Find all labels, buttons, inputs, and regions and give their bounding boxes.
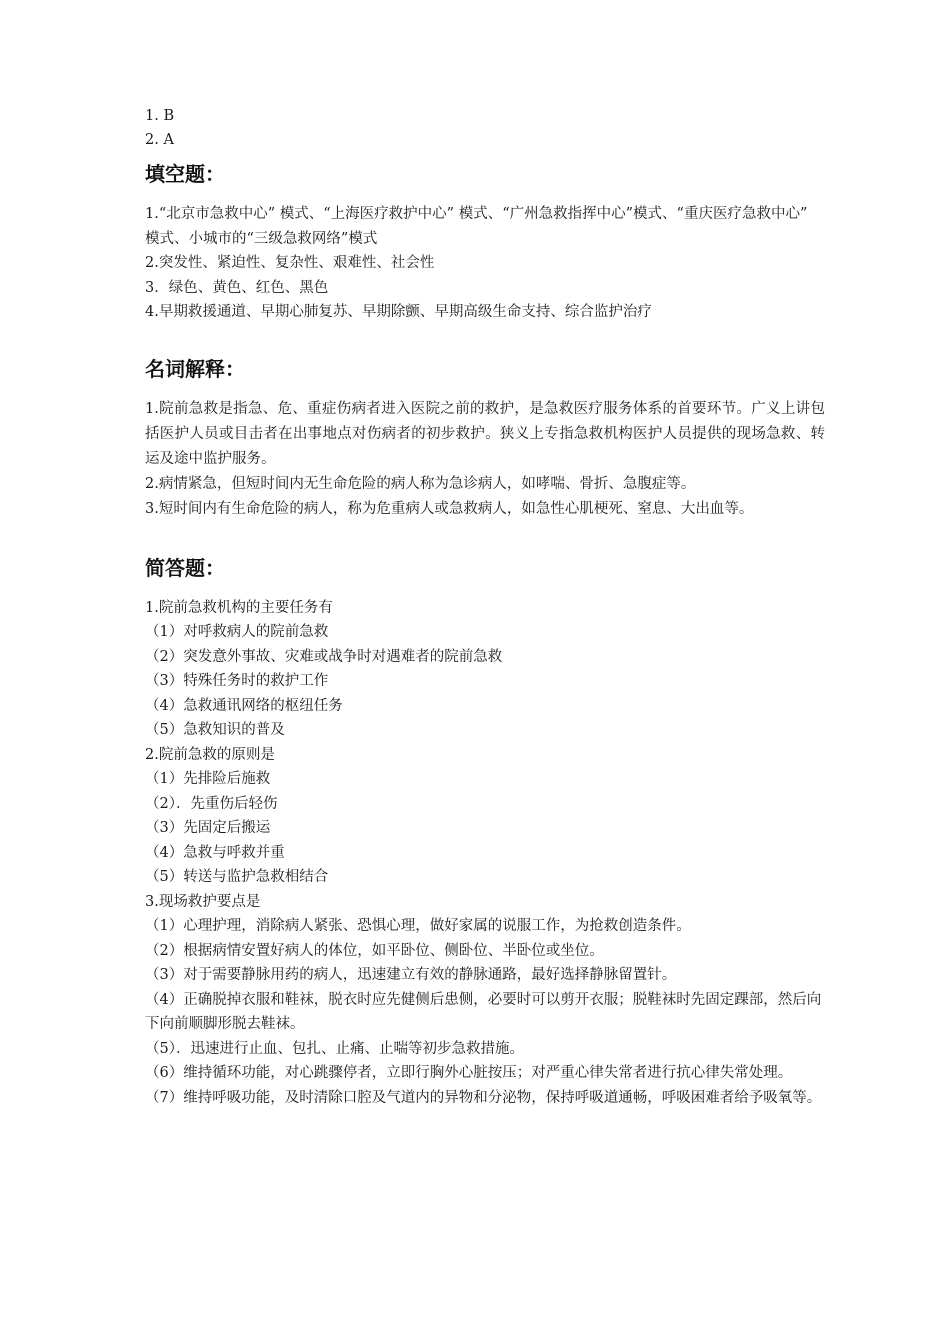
short-answer-item: 3.现场救护要点是: [145, 893, 261, 910]
short-answer-item: （3）先固定后搬运: [145, 820, 271, 836]
short-answer-item: （6）维持循环功能，对心跳骤停者，立即行胸外心脏按压；对严重心律失常者进行抗心律失常处理。: [145, 1065, 793, 1081]
short-answer-item: （1）对呼救病人的院前急救: [145, 624, 329, 640]
short-answer-item: （2）根据病情安置好病人的体位，如平卧位、侧卧位、半卧位或坐位。: [145, 942, 604, 959]
short-answer-item: （5）急救知识的普及: [145, 722, 285, 738]
short-answer-item: （4）正确脱掉衣服和鞋袜，脱衣时应先健侧后患侧，必要时可以剪开衣服；脱鞋袜时先固定踝部，然后向下向前顺脚形脱去鞋袜。: [145, 991, 822, 1032]
short-answer-heading: 简答题：: [145, 555, 225, 580]
short-answer-item: 1.院前急救机构的主要任务有: [145, 599, 333, 616]
short-answer-item: （4）急救通讯网络的枢纽任务: [145, 697, 343, 714]
fill-blank-item: 4.早期救援通道、早期心肺复苏、早期除颤、早期高级生命支持、综合监护治疗: [145, 304, 652, 320]
terms-heading: 名词解释：: [145, 356, 245, 381]
document-page: [145, 104, 825, 1110]
short-answer-item: （3）特殊任务时的救护工作: [145, 673, 329, 689]
short-answer-item: （1）心理护理，消除病人紧张、恐惧心理，做好家属的说服工作，为抢救创造条件。: [145, 918, 691, 934]
term-item: 2.病情紧急，但短时间内无生命危险的病人称为急诊病人，如哮喘、骨折、急腹症等。: [145, 475, 696, 492]
short-answer-item: （4）急救与呼救并重: [145, 844, 285, 861]
choice-answer-2: 2. A: [145, 132, 174, 148]
term-item: 3.短时间内有生命危险的病人，称为危重病人或急救病人，如急性心肌梗死、窒息、大出血等。: [145, 500, 754, 517]
fill-blank-item: 2.突发性、紧迫性、复杂性、艰难性、社会性: [145, 255, 435, 271]
short-answer-item: （3）对于需要静脉用药的病人，迅速建立有效的静脉通路，最好选择静脉留置针。: [145, 967, 677, 983]
short-answer-item: 2.院前急救的原则是: [145, 746, 275, 763]
fill-blank-item: 1.“北京市急救中心” 模式、“上海医疗救护中心” 模式、“广州急救指挥中心”模式、“重庆医疗急救中心” 模式、小城市的“三级急救网络”模式: [145, 206, 812, 247]
fill-blank-heading: 填空题：: [145, 162, 225, 186]
short-answer-item: （7）维持呼吸功能，及时清除口腔及气道内的异物和分泌物，保持呼吸道通畅，呼吸困难者给予吸氧等。: [145, 1089, 822, 1106]
short-answer-item: （5）转送与监护急救相结合: [145, 869, 329, 885]
choice-answer-1: 1. B: [145, 108, 175, 124]
short-answer-item: （5）．迅速进行止血、包扎、止痛、止喘等初步急救措施。: [145, 1040, 524, 1057]
fill-blank-item: 3．绿色、黄色、红色、黑色: [145, 279, 329, 296]
short-answer-item: （2）突发意外事故、灾难或战争时对遇难者的院前急救: [145, 648, 503, 665]
short-answer-item: （2）．先重伤后轻伤: [145, 795, 278, 812]
term-item: 1.院前急救是指急、危、重症伤病者进入医院之前的救护，是急救医疗服务体系的首要环节。广义上讲包括医护人员或目击者在出事地点对伤病者的初步救护。狭义上专指急救机构医护人员提供的现场急救、转运及途中监护服务。: [145, 400, 825, 467]
short-answer-item: （1）先排险后施救: [145, 771, 271, 787]
